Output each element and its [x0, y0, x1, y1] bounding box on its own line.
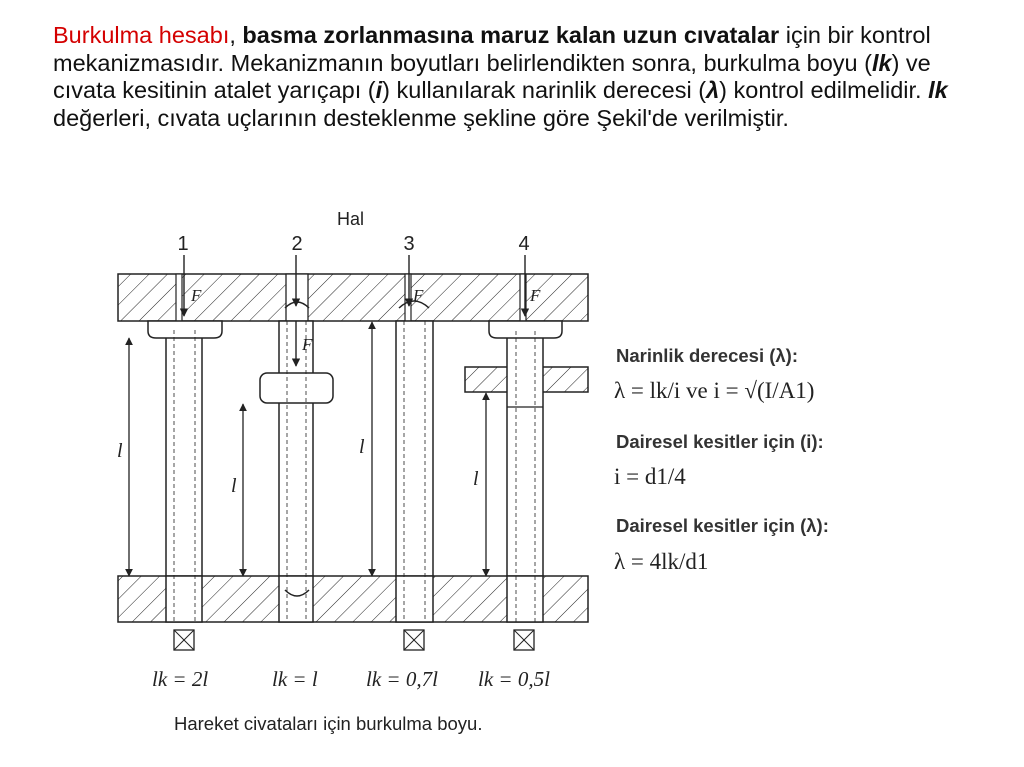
case-number: 1: [177, 233, 189, 255]
intro-text: ) kullanılarak narinlik derecesi (: [382, 77, 707, 103]
circular-i-formula: i = d1/4: [614, 464, 686, 489]
force-label: F: [191, 286, 202, 305]
intro-text: değerleri, cıvata uçlarının desteklenme şekline göre Şekil'de verilmiştir.: [53, 104, 789, 131]
slenderness-formula: λ = lk/i ve i = √(I/A1): [614, 378, 815, 403]
figure-caption: Hareket civataları için burkulma boyu.: [174, 713, 483, 734]
intro-symbol-i: i: [375, 77, 383, 103]
length-label: l: [473, 468, 479, 490]
buckling-length-case-3: lk = 0,7l: [366, 667, 438, 691]
buckling-length-case-2: lk = l: [272, 667, 318, 691]
case-number: 3: [403, 233, 415, 255]
case-number: 2: [291, 233, 303, 255]
buckling-length-case-4: lk = 0,5l: [478, 667, 550, 691]
slenderness-title: Narinlik derecesi (λ):: [616, 345, 798, 366]
force-label: F: [413, 286, 424, 305]
top-plate: [118, 274, 588, 321]
intro-heading: Burkulma hesabı: [53, 22, 230, 48]
circular-lambda-title: Dairesel kesitler için (λ):: [616, 515, 829, 536]
circular-lambda-formula: λ = 4lk/d1: [614, 549, 709, 574]
buckling-length-case-1: lk = 2l: [152, 667, 209, 691]
length-label: l: [117, 440, 123, 462]
intro-symbol-lk: lk: [871, 49, 892, 76]
length-label: l: [231, 475, 237, 497]
intro-bold-text: basma zorlanmasına maruz kalan uzun cıvatalar: [242, 22, 780, 48]
intro-text: için bir kontrol mekanizmasıdır. Mekanizmanın boyutları belirlendikten sonra, burkulma boyu (: [53, 22, 931, 76]
case-number: 4: [518, 233, 530, 255]
intro-symbol-lk: lk: [928, 77, 948, 103]
intro-text: ) ve cıvata kesitinin atalet yarıçapı (: [53, 49, 931, 103]
intro-text: ,: [229, 22, 243, 48]
figure-hal-label: Hal: [337, 209, 365, 229]
bolt-case-3: [396, 274, 433, 650]
intro-text: ) kontrol edilmelidir.: [719, 77, 929, 103]
intro-symbol-lambda: λ: [706, 77, 720, 103]
force-label: F: [530, 286, 541, 305]
circular-i-title: Dairesel kesitler için (i):: [616, 431, 824, 452]
force-label: F: [302, 335, 313, 354]
length-label: l: [359, 436, 365, 458]
